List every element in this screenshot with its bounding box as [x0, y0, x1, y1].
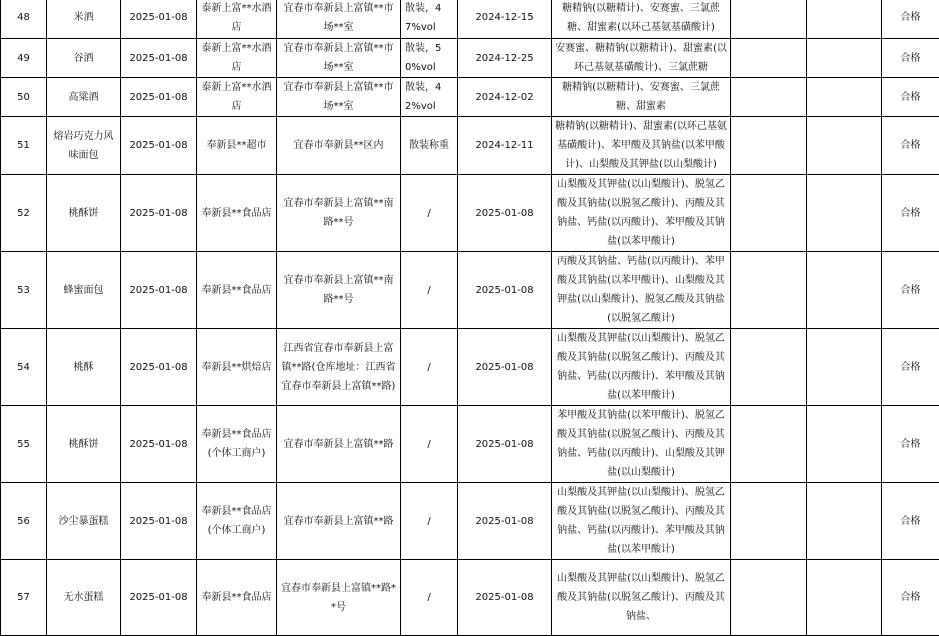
specification-cell: / [401, 483, 458, 560]
test-items-cell: 苯甲酸及其钠盐(以苯甲酸计)、脱氢乙酸及其钠盐(以脱氢乙酸计)、丙酸及其钠盐、钙盐(以丙酸计)、山梨酸及其钾盐(以山梨酸计) [552, 406, 731, 483]
result-cell: 合格 [882, 78, 939, 117]
production-date-cell: 2024-12-11 [458, 117, 552, 175]
result-cell: 合格 [882, 252, 939, 329]
row-number-cell: 51 [1, 117, 47, 175]
production-date-cell: 2025-01-08 [458, 560, 552, 636]
product-name-cell: 米酒 [47, 0, 121, 39]
seller-address-cell: 宜春市奉新县上富镇**市场**室 [277, 78, 401, 117]
row-number-cell: 54 [1, 329, 47, 406]
sampling-date-cell: 2025-01-08 [121, 560, 197, 636]
specification-cell: 散装，42%vol [401, 78, 458, 117]
result-cell: 合格 [882, 329, 939, 406]
sampling-date-cell: 2025-01-08 [121, 175, 197, 252]
product-name-cell: 桃酥 [47, 329, 121, 406]
production-date-cell: 2024-12-02 [458, 78, 552, 117]
sampling-date-cell: 2025-01-08 [121, 329, 197, 406]
sampling-date-cell: 2025-01-08 [121, 39, 197, 78]
production-date-cell: 2025-01-08 [458, 406, 552, 483]
seller-address-cell: 宜春市奉新县**区内 [277, 117, 401, 175]
table-row [1, 0, 939, 39]
product-name-cell: 高粱酒 [47, 78, 121, 117]
row-number-cell: 53 [1, 252, 47, 329]
test-items-cell: 糖精钠(以糖精计)、安赛蜜、三氯蔗糖、甜蜜素(以环己基氨基磺酸计) [552, 0, 731, 39]
test-items-cell: 山梨酸及其钾盐(以山梨酸计)、脱氢乙酸及其钠盐(以脱氢乙酸计)、丙酸及其钠盐、钙盐(以丙酸计)、苯甲酸及其钠盐(以苯甲酸计) [552, 329, 731, 406]
sampling-date-cell: 2025-01-08 [121, 252, 197, 329]
product-name-cell: 桃酥饼 [47, 175, 121, 252]
test-items-cell: 糖精钠(以糖精计)、安赛蜜、三氯蔗糖、甜蜜素 [552, 78, 731, 117]
row-number-cell: 52 [1, 175, 47, 252]
product-name-cell: 桃酥饼 [47, 406, 121, 483]
empty-cell [807, 560, 882, 636]
empty-cell [807, 39, 882, 78]
table-row [1, 39, 939, 78]
row-number-cell: 50 [1, 78, 47, 117]
table-row [1, 252, 939, 329]
empty-cell [807, 406, 882, 483]
seller-address-cell: 宜春市奉新县上富镇**路**号 [277, 560, 401, 636]
test-items-cell: 山梨酸及其钾盐(以山梨酸计)、脱氢乙酸及其钠盐(以脱氢乙酸计)、丙酸及其钠盐、钙盐(以丙酸计)、苯甲酸及其钠盐(以苯甲酸计) [552, 483, 731, 560]
result-cell: 合格 [882, 175, 939, 252]
seller-address-cell: 江西省宜春市奉新县上富镇**路(仓库地址：江西省宜春市奉新县上富镇**路) [277, 329, 401, 406]
result-cell: 合格 [882, 117, 939, 175]
specification-cell: 散装，50%vol [401, 39, 458, 78]
empty-cell [731, 78, 807, 117]
row-number-cell: 56 [1, 483, 47, 560]
result-cell: 合格 [882, 0, 939, 39]
result-cell: 合格 [882, 406, 939, 483]
empty-cell [807, 78, 882, 117]
empty-cell [731, 329, 807, 406]
empty-cell [731, 252, 807, 329]
seller-name-cell: 奉新县**食品店 [197, 175, 277, 252]
result-cell: 合格 [882, 483, 939, 560]
sampling-date-cell: 2025-01-08 [121, 0, 197, 39]
table-body [1, 0, 939, 636]
seller-address-cell: 宜春市奉新县上富镇**南路**号 [277, 175, 401, 252]
production-date-cell: 2025-01-08 [458, 252, 552, 329]
specification-cell: / [401, 329, 458, 406]
row-number-cell: 57 [1, 560, 47, 636]
empty-cell [807, 0, 882, 39]
production-date-cell: 2025-01-08 [458, 483, 552, 560]
test-items-cell: 安赛蜜、糖精钠(以糖精计)、甜蜜素(以环己基氨基磺酸计)、三氯蔗糖 [552, 39, 731, 78]
row-number-cell: 49 [1, 39, 47, 78]
seller-name-cell: 泰新上富**水酒店 [197, 78, 277, 117]
specification-cell: / [401, 175, 458, 252]
table-row [1, 483, 939, 560]
specification-cell: / [401, 406, 458, 483]
table-row [1, 329, 939, 406]
sampling-date-cell: 2025-01-08 [121, 483, 197, 560]
empty-cell [807, 117, 882, 175]
empty-cell [731, 0, 807, 39]
specification-cell: / [401, 252, 458, 329]
production-date-cell: 2024-12-25 [458, 39, 552, 78]
empty-cell [807, 329, 882, 406]
specification-cell: 散装，47%vol [401, 0, 458, 39]
production-date-cell: 2025-01-08 [458, 175, 552, 252]
product-name-cell: 熔岩巧克力风味面包 [47, 117, 121, 175]
seller-address-cell: 宜春市奉新县上富镇**路 [277, 406, 401, 483]
sampling-date-cell: 2025-01-08 [121, 117, 197, 175]
seller-address-cell: 宜春市奉新县上富镇**南路**号 [277, 252, 401, 329]
specification-cell: / [401, 560, 458, 636]
product-name-cell: 无水蛋糕 [47, 560, 121, 636]
result-cell: 合格 [882, 560, 939, 636]
empty-cell [731, 560, 807, 636]
seller-name-cell: 泰新上富**水酒店 [197, 39, 277, 78]
table-row [1, 406, 939, 483]
seller-name-cell: 奉新县**食品店(个体工商户) [197, 406, 277, 483]
empty-cell [731, 175, 807, 252]
specification-cell: 散装称重 [401, 117, 458, 175]
test-items-cell: 山梨酸及其钾盐(以山梨酸计)、脱氢乙酸及其钠盐(以脱氢乙酸计)、丙酸及其钠盐、 [552, 560, 731, 636]
seller-name-cell: 奉新县**食品店 [197, 252, 277, 329]
empty-cell [807, 175, 882, 252]
row-number-cell: 55 [1, 406, 47, 483]
test-items-cell: 山梨酸及其钾盐(以山梨酸计)、脱氢乙酸及其钠盐(以脱氢乙酸计)、丙酸及其钠盐、钙盐(以丙酸计)、苯甲酸及其钠盐(以苯甲酸计) [552, 175, 731, 252]
table-row [1, 78, 939, 117]
seller-name-cell: 奉新县**食品店 [197, 560, 277, 636]
product-name-cell: 沙尘暴蛋糕 [47, 483, 121, 560]
sampling-date-cell: 2025-01-08 [121, 78, 197, 117]
empty-cell [731, 117, 807, 175]
empty-cell [731, 483, 807, 560]
seller-address-cell: 宜春市奉新县上富镇**市场**室 [277, 0, 401, 39]
seller-name-cell: 泰新上富**水酒店 [197, 0, 277, 39]
row-number-cell: 48 [1, 0, 47, 39]
product-name-cell: 谷酒 [47, 39, 121, 78]
empty-cell [807, 252, 882, 329]
seller-name-cell: 奉新县**食品店(个体工商户) [197, 483, 277, 560]
result-cell: 合格 [882, 39, 939, 78]
seller-name-cell: 奉新县**超市 [197, 117, 277, 175]
test-items-cell: 丙酸及其钠盐、钙盐(以丙酸计)、苯甲酸及其钠盐(以苯甲酸计)、山梨酸及其钾盐(以山梨酸计)、脱氢乙酸及其钠盐(以脱氢乙酸计) [552, 252, 731, 329]
product-name-cell: 蜂蜜面包 [47, 252, 121, 329]
table-row [1, 560, 939, 636]
seller-address-cell: 宜春市奉新县上富镇**市场**室 [277, 39, 401, 78]
empty-cell [807, 483, 882, 560]
test-items-cell: 糖精钠(以糖精计)、甜蜜素(以环己基氨基磺酸计)、苯甲酸及其钠盐(以苯甲酸计)、山梨酸及其钾盐(以山梨酸计) [552, 117, 731, 175]
sampling-date-cell: 2025-01-08 [121, 406, 197, 483]
empty-cell [731, 39, 807, 78]
table-row [1, 175, 939, 252]
table-row [1, 117, 939, 175]
seller-address-cell: 宜春市奉新县上富镇**路 [277, 483, 401, 560]
production-date-cell: 2025-01-08 [458, 329, 552, 406]
production-date-cell: 2024-12-15 [458, 0, 552, 39]
seller-name-cell: 奉新县**烘焙店 [197, 329, 277, 406]
empty-cell [731, 406, 807, 483]
